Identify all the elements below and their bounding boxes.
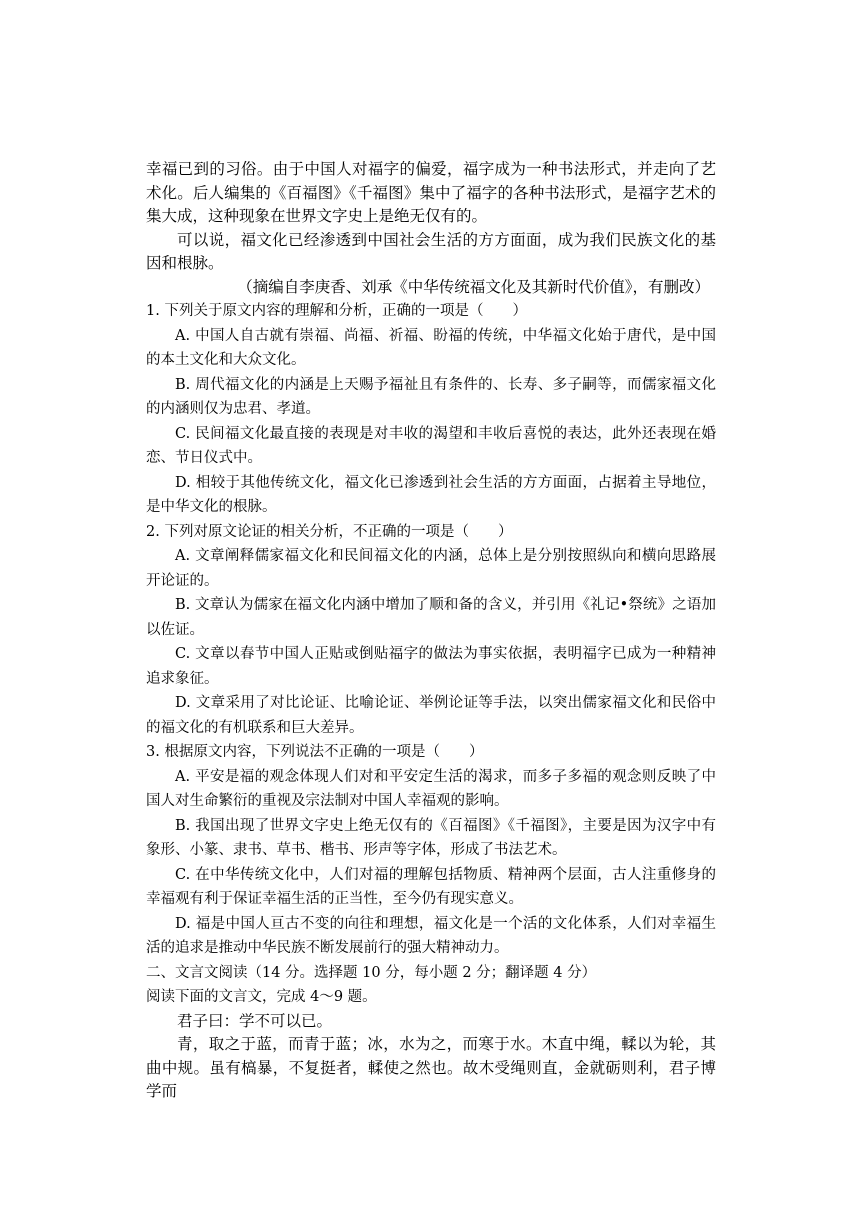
passage-text bbox=[146, 158, 716, 299]
question-stem: 3. 根据原文内容，下列说法不正确的一项是（ ） bbox=[146, 744, 484, 760]
section-heading: 二、文言文阅读（14 分。选择题 10 分，每小题 2 分；翻译题 4 分） bbox=[146, 964, 597, 981]
option-c: C. 在中华传统文化中，人们对福的理解包括物质、精神两个层面，古人注重修身的幸福观有利于保证幸福生活的正当性，至今仍有现实意义。 bbox=[146, 866, 716, 907]
passage-paragraph: 幸福已到的习俗。由于中国人对福字的偏爱，福字成为一种书法形式，并走向了艺术化。后人编集的《百福图》《千福图》集中了福字的各种书法形式，是福字艺术的集大成，这种现象在世界文字史上是绝无仅有的。 bbox=[146, 160, 716, 225]
option-c: C. 文章以春节中国人正贴或倒贴福字的做法为事实依据，表明福字已成为一种精神追求象征。 bbox=[146, 646, 716, 687]
passage-paragraph: 可以说，福文化已经渗透到中国社会生活的方方面面，成为我们民族文化的基因和根脉。 bbox=[146, 230, 716, 272]
question-1 bbox=[146, 299, 716, 520]
option-d: D. 相较于其他传统文化，福文化已渗透到社会生活的方方面面，占据着主导地位，是中华文化的根脉。 bbox=[146, 474, 716, 515]
option-d: D. 文章采用了对比论证、比喻论证、举例论证等手法，以突出儒家福文化和民俗中的福文化的有机联系和巨大差异。 bbox=[146, 695, 716, 736]
question-3 bbox=[146, 740, 716, 961]
option-d: D. 福是中国人亘古不变的向往和理想，福文化是一个活的文化体系，人们对幸福生活的追求是推动中华民族不断发展前行的强大精神动力。 bbox=[146, 915, 716, 956]
option-a: A. 中国人自古就有崇福、尚福、祈福、盼福的传统，中华福文化始于唐代，是中国的本土文化和大众文化。 bbox=[146, 327, 716, 368]
section-instruction: 阅读下面的文言文，完成 4～9 题。 bbox=[146, 989, 377, 1005]
option-a: A. 平安是福的观念体现人们对和平安定生活的渴求，而多子多福的观念则反映了中国人对生命繁衍的重视及宗法制对中国人幸福观的影响。 bbox=[146, 768, 716, 809]
option-c: C. 民间福文化最直接的表现是对丰收的渴望和丰收后喜悦的表达，此外还表现在婚恋、节日仪式中。 bbox=[146, 425, 716, 466]
option-b: B. 周代福文化的内涵是上天赐予福祉且有条件的、长寿、多子嗣等，而儒家福文化的内涵则仅为忠君、孝道。 bbox=[146, 376, 716, 417]
option-a: A. 文章阐释儒家福文化和民间福文化的内涵，总体上是分别按照纵向和横向思路展开论证的。 bbox=[146, 548, 716, 589]
question-list bbox=[146, 299, 716, 1010]
question-2 bbox=[146, 520, 716, 741]
question-stem: 1. 下列关于原文内容的理解和分析，正确的一项是（ ） bbox=[146, 303, 527, 319]
option-b: B. 文章认为儒家在福文化内涵中增加了顺和备的含义，并引用《礼记•祭统》之语加以佐证。 bbox=[146, 597, 716, 638]
document-page bbox=[146, 158, 716, 1104]
classical-line: 君子曰：学不可以已。 bbox=[177, 1011, 333, 1030]
question-stem: 2. 下列对原文论证的相关分析，不正确的一项是（ ） bbox=[146, 523, 513, 540]
option-b: B. 我国出现了世界文字史上绝无仅有的《百福图》《千福图》，主要是因为汉字中有象形、小篆、隶书、草书、楷书、形声等字体，形成了书法艺术。 bbox=[146, 817, 716, 858]
passage-source: （摘编自李庚香、刘承《中华传统福文化及其新时代价值》，有删改） bbox=[237, 277, 710, 296]
classical-line: 青，取之于蓝，而青于蓝；冰，水为之，而寒于水。木直中绳，輮以为轮，其曲中规。虽有槁暴，不复挺者，輮使之然也。故木受绳则直，金就砺则利，君子博学而 bbox=[146, 1035, 716, 1100]
classical-text bbox=[146, 1010, 716, 1104]
